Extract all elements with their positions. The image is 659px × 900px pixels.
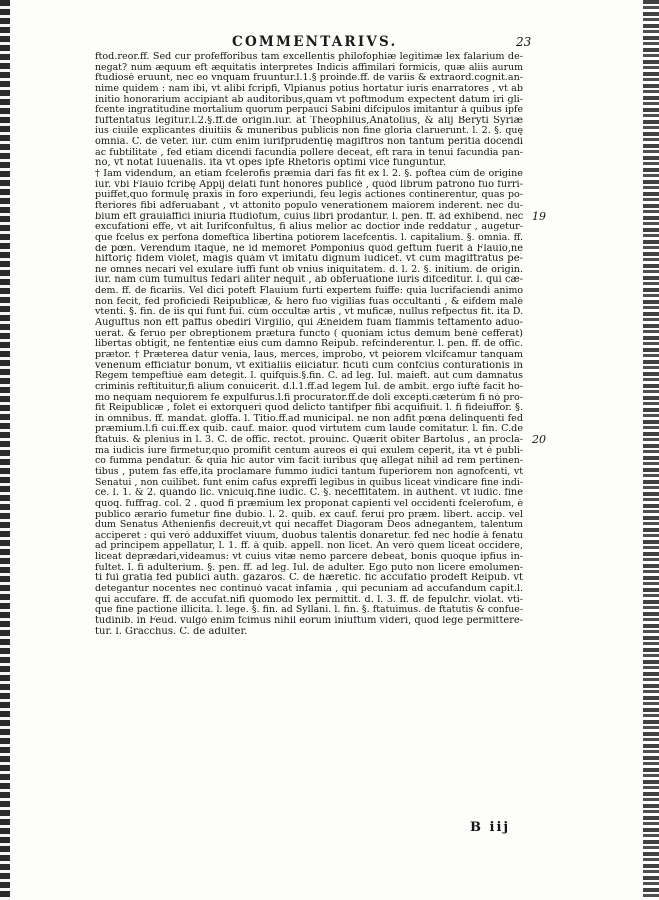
commentary-text — [95, 52, 523, 637]
text-line: negat? num æquum eft æquitatis interpretes Indicis affimilari formicis, quæ aliis aurum — [95, 62, 523, 73]
text-line: qui accufare. ff. de accufat.nifi quomodo lex permittit. d. l. 3. ff. de fepulchr. violat. vti- — [95, 594, 523, 605]
text-line: ftudiosè eruunt, nec eo vnquam fruuntur.l.1.§ proinde.ff. de variis & extraord.cognit.an- — [95, 73, 523, 84]
text-line: omnia. C. de veter. iur. cùm enim iurifprudentię magiftros non tantum peritia docendi — [95, 137, 523, 148]
text-line: mo nequam nequiorem fe expulfurus.l.fi procurator.ff.de doli excepti.cæterùm fi nó pro- — [95, 392, 523, 403]
text-line: nime quidem : nam ibi, vt alibi fcripfi, Vlpianus potius hortatur iuris enarratores , vt ab — [95, 83, 523, 94]
text-line: in omnibus. ff. mandat. gloffa. l. Titio.ff.ad municipal. ne non adfit pœna delinquenti fed — [95, 413, 523, 424]
text-line: † Iam videndum, an etiam fcelerofis præmia dari fas fit ex l. 2. §. poftea cùm de origine — [95, 169, 523, 180]
text-line: liceat deprædari,videamus: vt cuius vitæ nemo parcere debeat, bonis quoque ipfius in- — [95, 552, 523, 563]
text-line: fit Reipublicæ , folet ei extorqueri quod delicto tantifper fibi acquifiuit. l. fi fideiuffor. §. — [95, 403, 523, 414]
text-line: iur. vbi Flauio fcribę Appij delati funt honores publicè , quòd librum patrono fuo furri- — [95, 179, 523, 190]
text-line: Regem tempeftiuè eam detegit. l. quifquis.§.fin. C. ad leg. Iul. maieft. aut cum damnatus — [95, 371, 523, 382]
signature-mark: B iij — [470, 820, 511, 835]
text-line: dum Senatus Athenienfis decreuit,vt qui necaffet Diagoram Deos adnegantem, talentum — [95, 520, 523, 531]
text-line: ad principem appellatur, l. 1. ff. à quib. appell. non licet. An verò quem liceat occidere, — [95, 541, 523, 552]
text-line: fultet. l. fi adulterium. §. pen. ff. ad leg. Iul. de adulter. Ego puto non licere emolumen- — [95, 562, 523, 573]
text-line: iur. nam cùm tumultus fedari aliter nequit , ab obferuatione iuris difceditur. l. qui cæ- — [95, 275, 523, 286]
text-line: no, vt notat Iuuenalis. ita vt opes ipfe Rhetoris optimi vice funguntur. — [95, 158, 447, 169]
margin-note-20: 20 — [532, 433, 546, 446]
left-page-edge — [0, 0, 10, 900]
text-line: ne omnes necari vel exulare iuffi funt ob vnius iniquitatem. d. l. 2. §. initium. de origin. — [95, 264, 523, 275]
text-line: libertas obtigit, ne fententiæ eius cum damno Reipub. refcinderentur. l. pen. ff. de offic. — [95, 339, 523, 350]
text-line: initio honorarium accipiant ab auditoribus,quam vt poftmodum expectent datum iri gli- — [95, 94, 523, 105]
text-line: venenum efficiatur bonum, vt exitialiis eiiciatur. ficuti cum confcius conturationis in — [95, 360, 523, 371]
text-line: ftatuis. & plenius in l. 3. C. de offic. rectot. prouinc. Quærit obiter Bartolus , an procla- — [95, 435, 523, 446]
text-line: puiffet,quo formulę praxis in foro experiundi, feu legis actiones continerentur, quas po- — [95, 190, 523, 201]
right-page-edge — [643, 0, 659, 900]
text-line: ti fui gratia fed publici auth. gazaros. C. de hæretic. fic accufatio prodeft Reipub. vt — [95, 573, 523, 584]
text-line: ma iudicis iure firmetur,quo promifit centum aureos ei qui exulem ceperit, ita vt è publi- — [95, 445, 523, 456]
text-line: ce. l. 1. & 2. quando lic. vnicuiq.fine iudic. C. §. neceffitatem. in authent. vt iudic. fine — [95, 488, 523, 499]
text-line: non fecit, fed proficiedi Reipublicæ, & hero fuo vigilias fuas occultanti , & eifdem malè — [95, 296, 523, 307]
text-line: uerat. & feruo per obreptionem prætura functo ( quoniam ictus demum benè cefferat) — [95, 328, 523, 339]
text-line: Senatui , non cuilibet. funt enim cafus expreffi legibus in quibus liceat vindicare fine indi- — [95, 477, 523, 488]
text-line: bium eft grauiaffici iniuria ftudiofum, cuius libri prodantur. l. pen. ff. ad exhibend. nec — [95, 211, 523, 222]
text-line: tibus , putem fas effe,ita proclamare fummo iudici tantum fuperiorem non agnofcenti, vt — [95, 466, 523, 477]
text-line: præmium.l.fi cui.ff.ex quib. cauf. maior. quod virtutem cum laude comitatur. l. fin. C.de — [95, 424, 523, 435]
margin-note-19: 19 — [532, 210, 546, 223]
text-line: ius ciuile explicantes diuitiis & muneribus publicis non fine gloria claruerunt. l. 2. §. quę — [95, 126, 523, 137]
text-line: prætor. † Præterea datur venia, laus, merces, improbo, vt peiorem vlcifcamur tanquam — [95, 349, 523, 360]
text-line: detegantur nocentes nec continuò vacat infamia , qui pecuniam ad accufandum capit.l. — [95, 584, 523, 595]
text-line: fcente ingratitudine mortalium quorum perpauci Sabini difcipulos imitantur à quibus ipfe — [95, 105, 523, 116]
text-line: publico ærario fumetur fine dubio. l. 2. quib. ex cauf. feruí pro præm. libert. accip. vel — [95, 509, 523, 520]
text-line: dem. ff. de ficariis. Vel dici poteft Flauium furti expertem fuiffe: quia lucrifaciendi animo — [95, 286, 523, 297]
page-header — [0, 32, 659, 52]
text-line: ftod.reor.ff. Sed cur profefforibus tam excellentis philofophiæ legitimæ lex falarium de- — [95, 52, 523, 62]
text-line: hiftoriç fidem violet, magis quàm vt imitatu dignum iudicet. vt cum magiftratus pe- — [95, 254, 523, 265]
text-line: quoq. fuffrag. col. 2 . quod fi præmium lex proponat capienti vel occidenti fcelerofum, è — [95, 498, 523, 509]
text-line: Auguftus non eft paffus obediri Virgilio, qui Æneidem fuam flammis teftamento aduo- — [95, 318, 523, 329]
text-line: tudinib. in Feud. vulgò enim fcimus nihil eorum iniuftum videri, quod lege permittere- — [95, 615, 523, 626]
text-line: fteriores fibi adferuabant , vt attonito populo venerationem maiorem inderent. nec du- — [95, 200, 523, 211]
text-line: criminis reftituitur,fi alium conuicerit. d.l.1.ff.ad legem Iul. de ambit. ergo iuftè facit ho- — [95, 381, 523, 392]
text-line: vtenti. §. fin. de iis qui funt fui. cùm occultæ artis , vt muficæ, nullus refpectus fit. ita D. — [95, 307, 523, 318]
text-line: que fcelus ex perfona domeftica libertina potiorem lacefcentis. l. capitalium. §. omnia. ff. — [95, 232, 523, 243]
text-line: ac fubtilitate , fed etiam dicendi facundia pollere deceat, eft rara in tenui facundia pan- — [95, 147, 523, 158]
text-line: acciperet : qui verò adduxiffet viuum, duobus talentis donaretur. fed nec hodie à fenatu — [95, 530, 523, 541]
text-line: fuftentatus legitur.l.2.§.ff.de origin.iur. at Theophilus,Anatolius, & alij Beryti Syriæ — [95, 115, 523, 126]
text-line: excufationi effe, vt ait Iurifconfultus, fi alius melior ac doctior inde reddatur , augetur- — [95, 222, 523, 233]
text-line: que fine pactione illicita. l. lege. §. fin. ad Syllani. l. fin. §. ftatuimus. de ftatutis & confue- — [95, 605, 523, 616]
text-line: tur. l. Gracchus. C. de adulter. — [95, 626, 248, 637]
running-head: COMMENTARIVS. — [232, 34, 398, 50]
text-line: de pœn. Verendum itaque, ne id memoret Pomponius quòd geftum fuerit à Flauio,ne — [95, 243, 523, 254]
page-number: 23 — [516, 35, 532, 49]
text-line: co fumma pendatur. & quia hic autor vim facit iuribus quę allegat nihil ad rem pertinen- — [95, 456, 523, 467]
